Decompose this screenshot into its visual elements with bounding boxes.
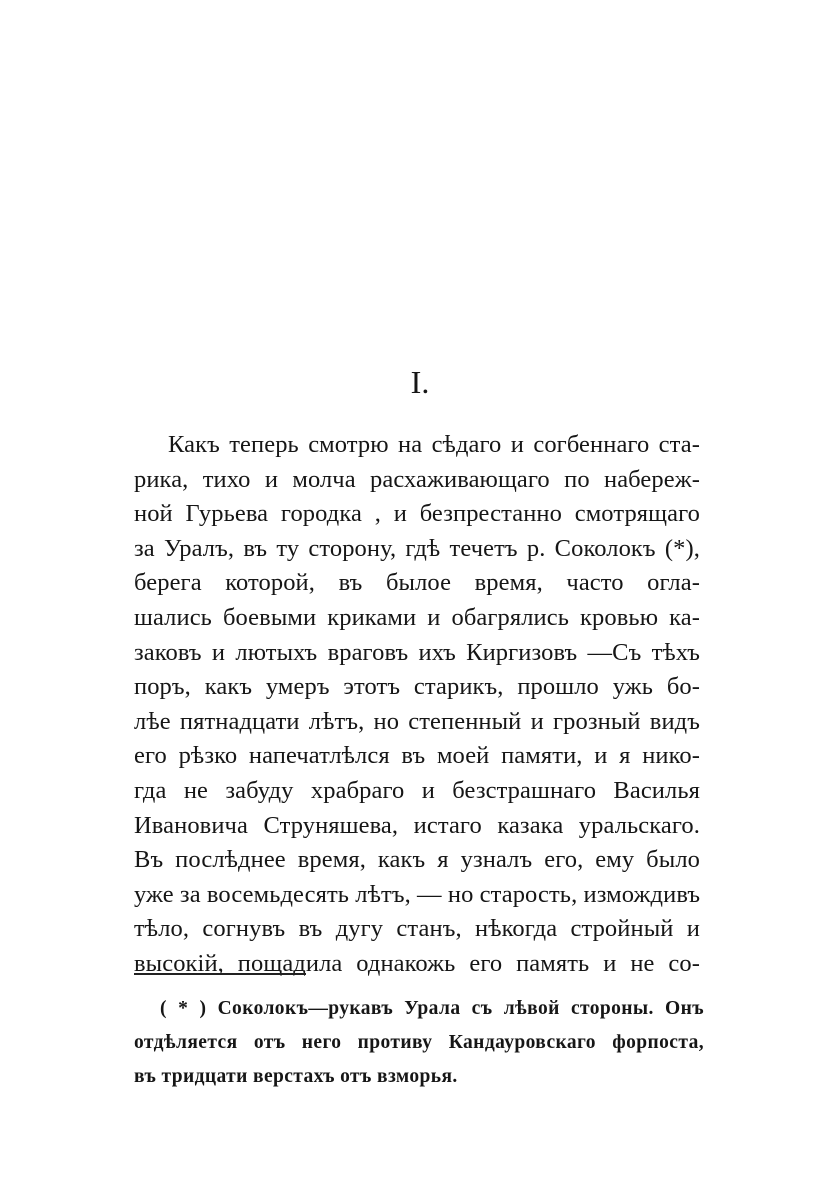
body-line: шались боевыми криками и обагрялись кровью ка- — [134, 603, 700, 631]
body-line: Въ послѣднее время, какъ я узналъ его, ему было — [134, 846, 700, 874]
body-line: тѣло, согнувъ въ дугу станъ, нѣкогда стройный и — [134, 915, 700, 943]
body-text — [134, 428, 700, 982]
chapter-number: I. — [410, 364, 430, 400]
body-line: уже за восемьдесять лѣтъ, — но старость, измождивъ — [134, 880, 701, 908]
body-line: рика, тихо и молча расхаживающаго по набереж- — [134, 465, 700, 493]
body-line: гда не забуду храбраго и безстрашнаго Василья — [134, 776, 700, 804]
footnote-line: ( * ) Соколокъ—рукавъ Урала съ лѣвой стороны. Онъ — [160, 998, 704, 1019]
body-line: за Уралъ, въ ту сторону, гдѣ течетъ р. Соколокъ (*), — [134, 534, 700, 562]
body-line: высокій, пощадила однакожь его память и не со- — [134, 949, 700, 977]
body-line: поръ, какъ умеръ этотъ старикъ, прошло ужь бо- — [134, 673, 700, 701]
footnote — [134, 992, 704, 1094]
body-line: берега которой, въ былое время, часто огла- — [134, 569, 700, 597]
footnote-line: отдѣляется отъ него противу Кандауровскаго форпоста, — [134, 1032, 704, 1053]
body-line: его рѣзко напечатлѣлся въ моей памяти, и я нико- — [134, 742, 700, 770]
body-line: лѣе пятнадцати лѣтъ, но степенный и грозный видъ — [134, 707, 700, 735]
footnote-line: въ тридцати верстахъ отъ взморья. — [134, 1066, 458, 1087]
body-line: Какъ теперь смотрю на сѣдаго и согбеннаго ста- — [168, 431, 700, 458]
body-line: заковъ и лютыхъ враговъ ихъ Киргизовъ —Съ тѣхъ — [134, 638, 700, 666]
footnote-divider — [134, 973, 306, 975]
body-line: Ивановича Струняшева, истаго казака уральскаго. — [134, 811, 700, 839]
body-line: ной Гурьева городка , и безпрестанно смотрящаго — [134, 500, 700, 528]
